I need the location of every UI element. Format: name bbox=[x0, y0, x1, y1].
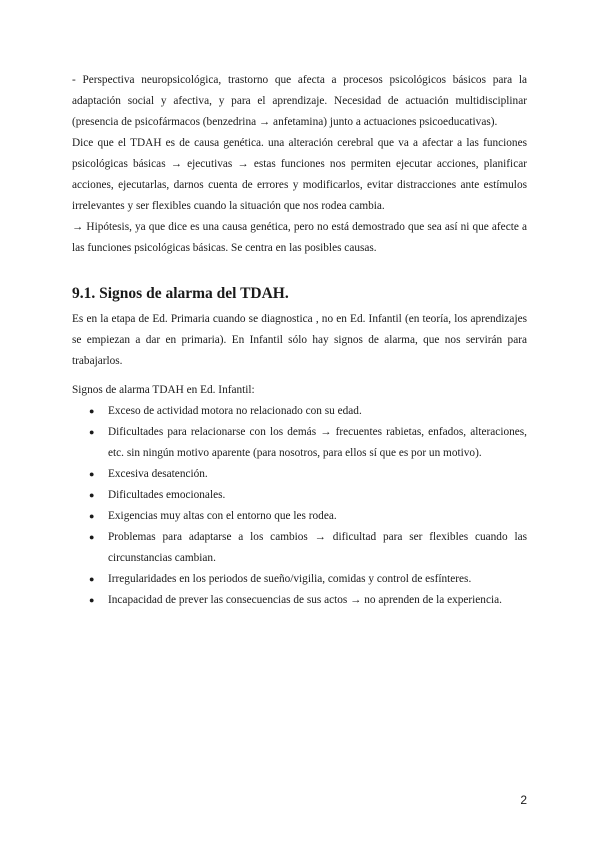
list-item-text: Exceso de actividad motora no relacionado con su edad. bbox=[108, 405, 362, 417]
page-number: 2 bbox=[520, 793, 527, 807]
document-page bbox=[72, 70, 527, 611]
list-item-text: Excesiva desatención. bbox=[108, 468, 208, 480]
list-item bbox=[72, 590, 527, 611]
list-item-text: Exigencias muy altas con el entorno que les rodea. bbox=[108, 510, 337, 522]
intro-paragraph-3: → Hipótesis, ya que dice es una causa genética, pero no está demostrado que sea así ni que afecte a las funciones psicológicas básicas. Se centra en las posibles causas. bbox=[72, 221, 527, 254]
list-item bbox=[72, 485, 527, 506]
intro-paragraph-2: Dice que el TDAH es de causa genética. una alteración cerebral que va a afectar a las funciones psicológicas básicas → ejecutivas → estas funciones nos permiten ejecutar acciones, planificar acciones, ejecutarlas, darnos cuenta de errores y modificarlos, evitar distracciones ante estímulos irrelevantes y ser flexibles cuando la situación que nos rodea cambia. bbox=[72, 137, 527, 212]
bullet-icon: ● bbox=[89, 469, 95, 479]
list-item bbox=[72, 527, 527, 569]
bullet-icon: ● bbox=[89, 427, 95, 437]
alarm-signs-list bbox=[72, 401, 527, 611]
bullet-icon: ● bbox=[89, 511, 95, 521]
section-heading: 9.1. Signos de alarma del TDAH. bbox=[72, 285, 289, 302]
list-item bbox=[72, 422, 527, 464]
list-item bbox=[72, 401, 527, 422]
list-item-text: Dificultades para relacionarse con los demás → frecuentes rabietas, enfados, alteraciones, etc. sin ningún motivo aparente (para nosotros, para ellos sí que es por un motivo). bbox=[108, 426, 527, 459]
list-item bbox=[72, 569, 527, 590]
list-item bbox=[72, 464, 527, 485]
list-intro: Signos de alarma TDAH en Ed. Infantil: bbox=[72, 384, 255, 396]
list-item-text: Problemas para adaptarse a los cambios → dificultad para ser flexibles cuando las circunstancias cambian. bbox=[108, 531, 527, 564]
bullet-icon: ● bbox=[89, 490, 95, 500]
bullet-icon: ● bbox=[89, 406, 95, 416]
list-item-text: Dificultades emocionales. bbox=[108, 489, 226, 501]
bullet-icon: ● bbox=[89, 532, 95, 542]
intro-paragraph-1: - Perspectiva neuropsicológica, trastorno que afecta a procesos psicológicos básicos para la adaptación social y afectiva, y para el aprendizaje. Necesidad de actuación multidisciplinar (presencia de psicofármacos (benzedrina → anfetamina) junto a actuaciones psicoeducativas). bbox=[72, 74, 527, 128]
list-item-text: Irregularidades en los periodos de sueño/vigilia, comidas y control de esfínteres. bbox=[108, 573, 472, 585]
bullet-icon: ● bbox=[89, 595, 95, 605]
bullet-icon: ● bbox=[89, 574, 95, 584]
section-paragraph: Es en la etapa de Ed. Primaria cuando se diagnostica , no en Ed. Infantil (en teoría, los aprendizajes se empiezan a dar en primaria). En Infantil sólo hay signos de alarma, que nos servirán para trabajarlos. bbox=[72, 313, 527, 367]
list-item-text: Incapacidad de prever las consecuencias de sus actos → no aprenden de la experiencia. bbox=[108, 594, 502, 606]
list-item bbox=[72, 506, 527, 527]
